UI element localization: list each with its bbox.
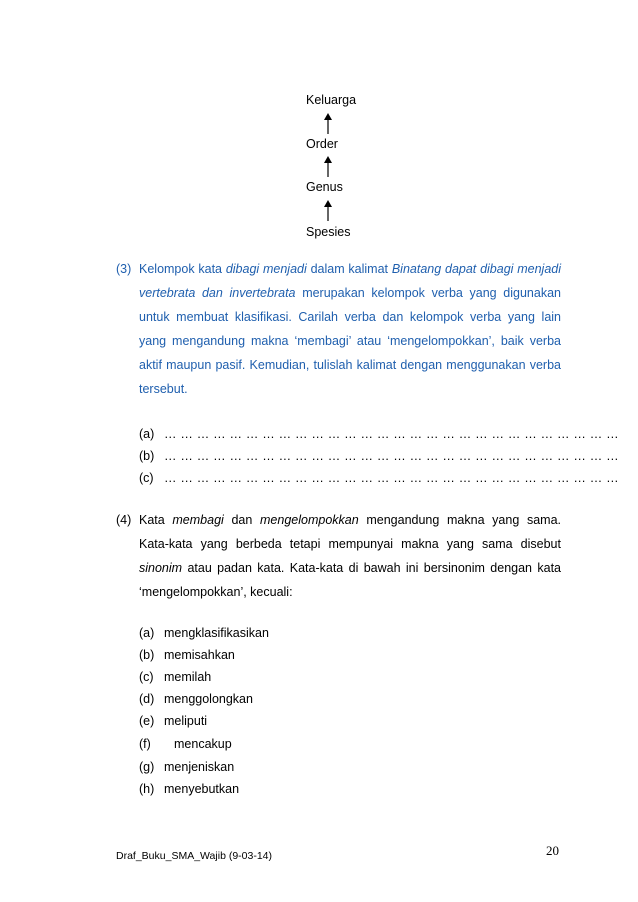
footer-document-name: Draf_Buku_SMA_Wajib (9-03-14) xyxy=(116,850,273,862)
answer-line-b: … … … … … … … … … … … … … … … … … … … … … … … … … … … … xyxy=(164,449,619,463)
option-text-d: menggolongkan xyxy=(164,692,253,706)
option-text-a: mengklasifikasikan xyxy=(164,626,269,640)
option-label-c: (c) xyxy=(139,670,154,684)
answer-label-c: (c) xyxy=(139,471,154,485)
answer-line-c: … … … … … … … … … … … … … … … … … … … … … … … … … … … … xyxy=(164,471,619,485)
question-3-number: (3) xyxy=(116,262,132,276)
taxonomy-level-order: Order xyxy=(306,137,338,151)
arrow-up-icon xyxy=(323,156,333,178)
option-label-a: (a) xyxy=(139,626,155,640)
option-text-c: memilah xyxy=(164,670,212,684)
option-label-e: (e) xyxy=(139,714,155,728)
question-4-number: (4) xyxy=(116,513,132,527)
option-label-d: (d) xyxy=(139,692,155,706)
answer-label-b: (b) xyxy=(139,449,155,463)
taxonomy-level-keluarga: Keluarga xyxy=(306,93,357,107)
taxonomy-level-genus: Genus xyxy=(306,180,343,194)
option-text-h: menyebutkan xyxy=(164,782,240,796)
answer-line-a: … … … … … … … … … … … … … … … … … … … … … … … … … … … … xyxy=(164,427,619,441)
option-text-g: menjeniskan xyxy=(164,760,235,774)
arrow-up-icon xyxy=(323,113,333,135)
option-text-f: mencakup xyxy=(174,737,232,751)
option-text-b: memisahkan xyxy=(164,648,235,662)
answer-label-a: (a) xyxy=(139,427,155,441)
option-text-e: meliputi xyxy=(164,714,208,728)
question-3-text: Kelompok kata dibagi menjadi dalam kalimat Binatang dapat dibagi menjadi vertebrata dan invertebrata merupakan kelompok verba yang digunakan untuk membuat klasifikasi. Carilah verba dan kelompok verba yang lain yang mengandung makna ‘membagi’ atau ‘mengelompokkan’, baik verba aktif maupun pasif. Kemudian, tulislah kalimat dengan menggunakan verba tersebut. xyxy=(139,262,562,396)
option-label-h: (h) xyxy=(139,782,155,796)
question-4-text: Kata membagi dan mengelompokkan mengandung makna yang sama. Kata-kata yang berbeda tetapi mempunyai makna yang sama disebut sinonim atau padan kata. Kata-kata di bawah ini bersinonim dengan kata ‘mengelompokkan’, kecuali: xyxy=(139,513,561,599)
option-label-f: (f) xyxy=(139,737,151,751)
option-label-b: (b) xyxy=(139,648,155,662)
page-number: 20 xyxy=(546,843,559,858)
taxonomy-level-spesies: Spesies xyxy=(306,225,351,239)
arrow-up-icon xyxy=(323,200,333,222)
option-label-g: (g) xyxy=(139,760,155,774)
